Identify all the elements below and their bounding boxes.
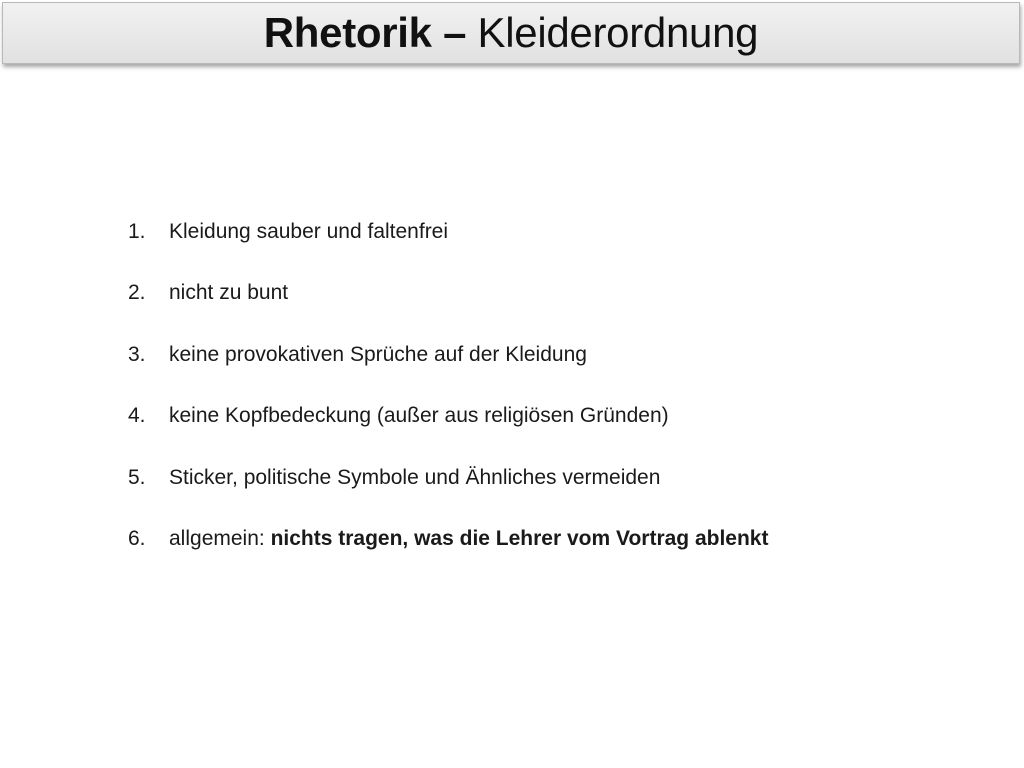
list-text: keine provokativen Sprüche auf der Kleidung <box>169 342 587 366</box>
list-number: 3. <box>128 342 146 366</box>
list-number: 5. <box>128 465 146 489</box>
list-text-bold: nichts tragen, was die Lehrer vom Vortrag ablenkt <box>270 526 769 550</box>
list-number: 1. <box>128 220 146 243</box>
list-item <box>128 281 768 342</box>
list-text: keine Kopfbedeckung (außer aus religiösen Gründen) <box>169 404 669 428</box>
list-number: 6. <box>128 526 146 550</box>
title-bar <box>2 2 1020 64</box>
list-item <box>128 466 768 527</box>
title-normal: Kleiderordnung <box>477 9 759 56</box>
list-text: nicht zu bunt <box>169 281 289 305</box>
list-text: Sticker, politische Symbole und Ähnliches vermeiden <box>169 465 661 489</box>
list-item <box>128 343 768 404</box>
list-text: allgemein: <box>169 526 271 550</box>
title-bold: Rhetorik – <box>263 9 467 56</box>
list-item <box>128 404 768 465</box>
list-number: 4. <box>128 404 146 428</box>
rules-list <box>128 220 768 588</box>
page-title <box>263 9 759 56</box>
list-number: 2. <box>128 281 146 305</box>
list-item <box>128 220 768 281</box>
list-text: Kleidung sauber und faltenfrei <box>169 220 449 243</box>
list-item <box>128 527 768 588</box>
